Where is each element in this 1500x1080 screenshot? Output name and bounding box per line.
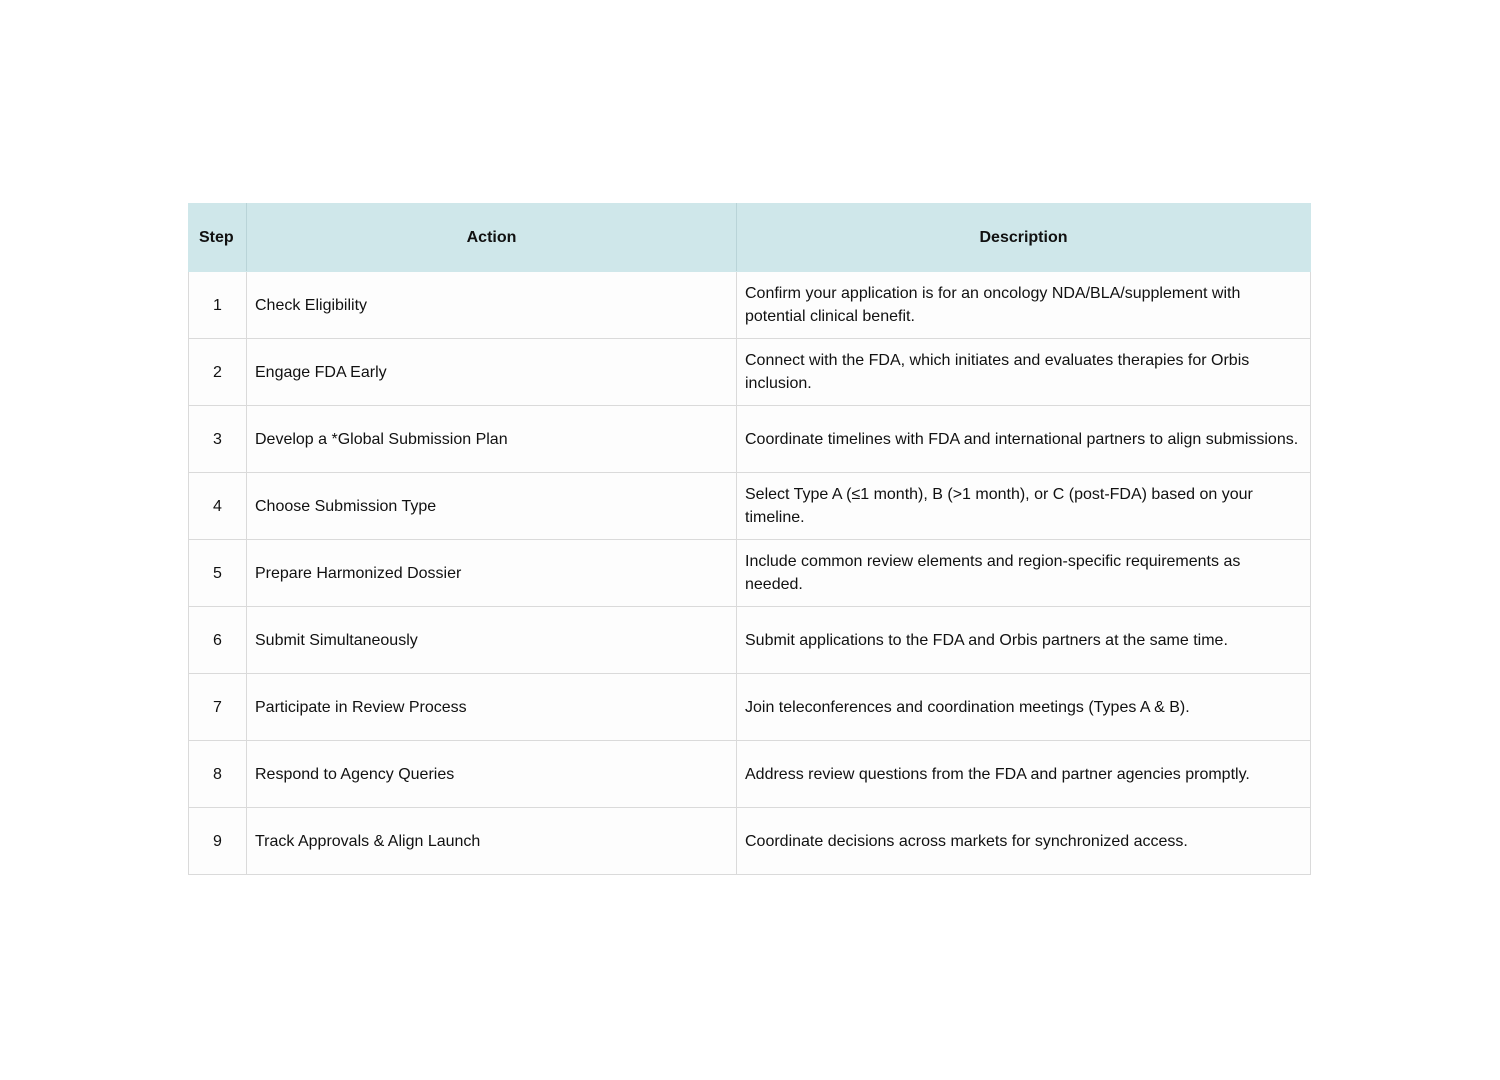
step-description: Coordinate timelines with FDA and international partners to align submissions. bbox=[737, 406, 1311, 473]
header-description: Description bbox=[737, 204, 1311, 272]
table-row bbox=[189, 674, 1311, 741]
step-action: Check Eligibility bbox=[247, 272, 737, 339]
step-number: 1 bbox=[189, 272, 247, 339]
step-number: 2 bbox=[189, 339, 247, 406]
step-description: Select Type A (≤1 month), B (>1 month), or C (post-FDA) based on your timeline. bbox=[737, 473, 1311, 540]
step-action: Respond to Agency Queries bbox=[247, 741, 737, 808]
step-number: 4 bbox=[189, 473, 247, 540]
table-header-row bbox=[189, 204, 1311, 272]
step-number: 9 bbox=[189, 808, 247, 875]
table-row bbox=[189, 473, 1311, 540]
step-description: Address review questions from the FDA and partner agencies promptly. bbox=[737, 741, 1311, 808]
step-action: Choose Submission Type bbox=[247, 473, 737, 540]
steps-table bbox=[188, 203, 1311, 875]
step-description: Submit applications to the FDA and Orbis partners at the same time. bbox=[737, 607, 1311, 674]
step-description: Confirm your application is for an oncology NDA/BLA/supplement with potential clinical benefit. bbox=[737, 272, 1311, 339]
step-description: Include common review elements and region-specific requirements as needed. bbox=[737, 540, 1311, 607]
step-action: Engage FDA Early bbox=[247, 339, 737, 406]
steps-table-container bbox=[188, 203, 1310, 875]
header-step: Step bbox=[189, 204, 247, 272]
table-row bbox=[189, 272, 1311, 339]
step-number: 7 bbox=[189, 674, 247, 741]
step-action: Submit Simultaneously bbox=[247, 607, 737, 674]
step-action: Develop a *Global Submission Plan bbox=[247, 406, 737, 473]
step-number: 3 bbox=[189, 406, 247, 473]
table-row bbox=[189, 339, 1311, 406]
step-description: Coordinate decisions across markets for synchronized access. bbox=[737, 808, 1311, 875]
header-action: Action bbox=[247, 204, 737, 272]
step-number: 5 bbox=[189, 540, 247, 607]
table-row bbox=[189, 808, 1311, 875]
table-row bbox=[189, 607, 1311, 674]
step-description: Join teleconferences and coordination meetings (Types A & B). bbox=[737, 674, 1311, 741]
step-number: 6 bbox=[189, 607, 247, 674]
table-row bbox=[189, 406, 1311, 473]
step-action: Prepare Harmonized Dossier bbox=[247, 540, 737, 607]
step-number: 8 bbox=[189, 741, 247, 808]
step-action: Track Approvals & Align Launch bbox=[247, 808, 737, 875]
table-row bbox=[189, 540, 1311, 607]
step-description: Connect with the FDA, which initiates and evaluates therapies for Orbis inclusion. bbox=[737, 339, 1311, 406]
step-action: Participate in Review Process bbox=[247, 674, 737, 741]
table-row bbox=[189, 741, 1311, 808]
